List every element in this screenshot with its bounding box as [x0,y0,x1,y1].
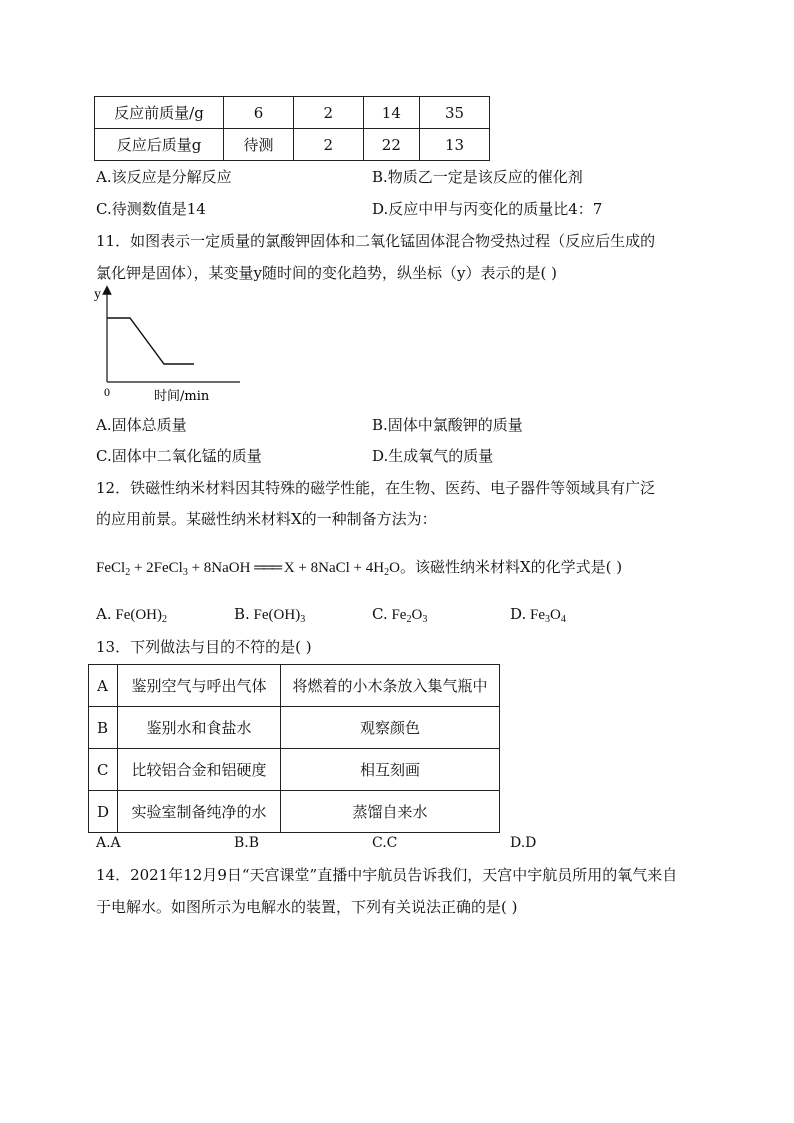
table-row [95,129,490,161]
q11-option-a: A.固体总质量 [96,416,187,434]
q11-option-d: D.生成氧气的质量 [372,447,494,465]
q12-stem-line2: 的应用前景。某磁性纳米材料X的一种制备方法为： [96,510,437,528]
q12-equation [96,556,622,578]
row-letter: C [89,749,118,791]
table-cell: 待测 [224,129,294,161]
option-letter: C. [372,605,388,623]
q10-option-d: D.反应中甲与丙变化的质量比4：7 [372,200,603,218]
y-axis-label: y [94,287,101,302]
row-purpose: 实验室制备纯净的水 [118,791,281,833]
row-label: 反应前质量/g [95,97,224,129]
table-row [89,791,500,833]
row-purpose: 鉴别空气与呼出气体 [118,665,281,707]
reaction-equation: FeCl$_2$ + 2FeCl$_3$ + 8NaOH ═══ X + 8NaCl + $4H_2O$ [96,560,400,578]
table-cell: 2 [293,97,363,129]
q12-option-b [234,605,305,625]
table-cell: 14 [363,97,419,129]
row-letter: D [89,791,118,833]
table-cell: 13 [419,129,489,161]
q10-option-a: A.该反应是分解反应 [96,168,232,186]
formula: $Fe_3O_4$ [526,607,566,625]
q11-stem-line1: 11．如图表示一定质量的氯酸钾固体和二氧化锰固体混合物受热过程（反应后生成的 [96,232,656,250]
row-purpose: 比较铝合金和铝硬度 [118,749,281,791]
row-label: 反应后质量g [95,129,224,161]
origin-label: 0 [104,385,110,399]
q13-stem: 13．下列做法与目的不符的是( ) [96,638,312,656]
row-method: 相互刻画 [281,749,500,791]
q11-stem-line2: 氯化钾是固体），某变量y随时间的变化趋势，纵坐标（y）表示的是( ) [96,264,557,282]
q10-option-c: C.待测数值是14 [96,200,206,218]
q11-option-c: C.固体中二氧化锰的质量 [96,447,262,465]
q13-option-d: D.D [510,835,537,851]
table-row [89,749,500,791]
row-method: 观察颜色 [281,707,500,749]
table-row [95,97,490,129]
row-purpose: 鉴别水和食盐水 [118,707,281,749]
table-row [89,707,500,749]
table-cell: 2 [293,129,363,161]
q13-option-b: B.B [234,835,260,851]
q10-option-b: B.物质乙一定是该反应的催化剂 [372,168,583,186]
q12-option-a [96,605,167,625]
table-cell: 6 [224,97,294,129]
trend-line [107,318,194,364]
option-letter: B. [234,605,250,623]
table-cell: 22 [363,129,419,161]
row-method: 将燃着的小木条放入集气瓶中 [281,665,500,707]
q14-stem-line2: 于电解水。如图所示为电解水的装置，下列有关说法正确的是( ) [96,898,518,916]
q11-graph [90,282,250,404]
option-letter: D. [510,605,527,623]
mass-table [94,96,490,161]
q12-option-d [510,605,566,625]
q11-option-b: B.固体中氯酸钾的质量 [372,416,523,434]
formula: $Fe_2O_3$ [387,607,428,625]
formula: $Fe(OH)_2$ [111,607,168,625]
row-letter: B [89,707,118,749]
q12-stem-line3: 。该磁性纳米材料X的化学式是( ) [399,558,623,576]
q12-option-c [372,605,427,625]
table-cell: 35 [419,97,489,129]
formula: $Fe(OH)_3$ [249,607,306,625]
table-row [89,665,500,707]
q13-table [88,664,500,833]
q12-stem-line1: 12．铁磁性纳米材料因其特殊的磁学性能，在生物、医药、电子器件等领域具有广泛 [96,479,656,497]
q13-option-a: A.A [96,835,121,851]
option-letter: A. [96,605,112,623]
row-method: 蒸馏自来水 [281,791,500,833]
q13-option-c: C.C [372,835,398,851]
q14-stem-line1: 14．2021年12月9日“天宫课堂”直播中宇航员告诉我们，天宫中宇航员所用的氧气来自 [96,866,678,884]
x-axis-label: 时间/min [154,389,210,404]
row-letter: A [89,665,118,707]
